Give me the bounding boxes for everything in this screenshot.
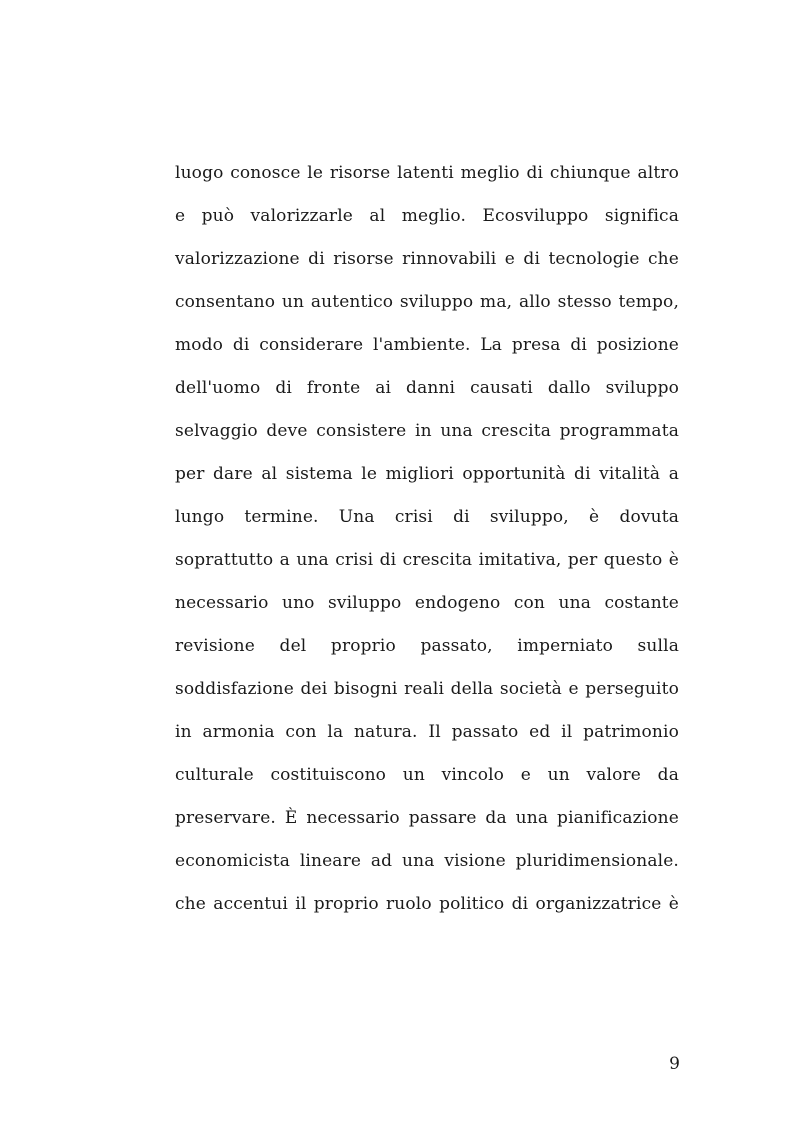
text-line: luogo conosce le risorse latenti meglio di chiunque altro: [175, 163, 679, 183]
text-line: valorizzazione di risorse rinnovabili e di tecnologie che: [175, 249, 679, 269]
text-line: revisione del proprio passato, imperniato sulla: [175, 636, 679, 656]
text-line: dell'uomo di fronte ai danni causati dallo sviluppo: [175, 378, 679, 398]
text-line: economicista lineare ad una visione pluridimensionale.: [175, 851, 679, 871]
text-line: per dare al sistema le migliori opportunità di vitalità a: [175, 464, 679, 484]
text-line: in armonia con la natura. Il passato ed il patrimonio: [175, 722, 679, 742]
text-line: preservare. È necessario passare da una pianificazione: [175, 808, 679, 828]
text-line: modo di considerare l'ambiente. La presa di posizione: [175, 335, 679, 355]
text-line: culturale costituiscono un vincolo e un valore da: [175, 765, 679, 785]
text-line: consentano un autentico sviluppo ma, allo stesso tempo,: [175, 292, 679, 312]
text-line: lungo termine. Una crisi di sviluppo, è dovuta: [175, 507, 679, 527]
text-line: necessario uno sviluppo endogeno con una costante: [175, 593, 679, 613]
text-line: soddisfazione dei bisogni reali della società e perseguito: [175, 679, 679, 699]
text-line: e può valorizzarle al meglio. Ecosviluppo significa: [175, 206, 679, 226]
text-line: che accentui il proprio ruolo politico di organizzatrice è: [175, 894, 679, 914]
text-line: selvaggio deve consistere in una crescita programmata: [175, 421, 679, 441]
text-line: soprattutto a una crisi di crescita imitativa, per questo è: [175, 550, 679, 570]
page-number: 9: [669, 1054, 680, 1074]
body-paragraph: [175, 158, 679, 932]
